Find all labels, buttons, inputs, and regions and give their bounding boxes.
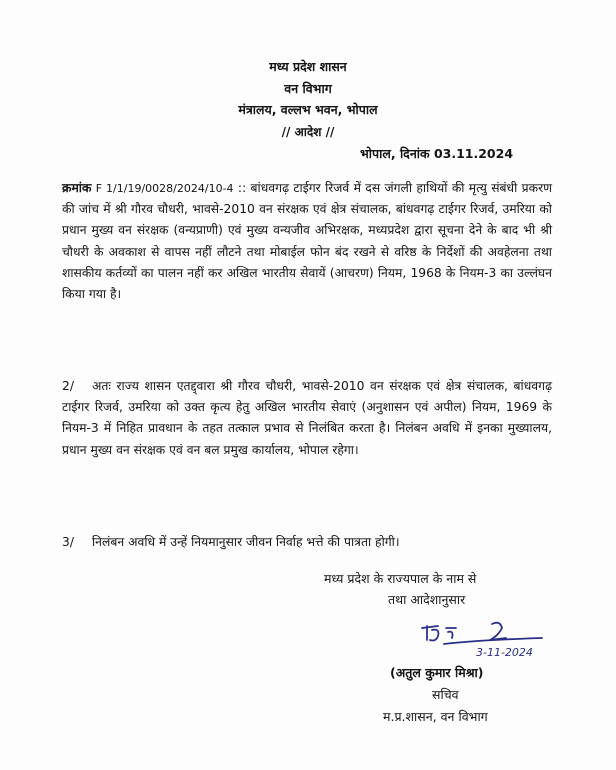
signatory-name: (अतुल कुमार मिश्रा) (390, 665, 484, 680)
paragraph-1 (62, 178, 552, 305)
paragraph-2-text: अतः राज्य शासन एतद्द्वारा श्री गौरव चौधरी, भावसे-2010 वन संरक्षक एवं क्षेत्र संचालक, बांधवगढ़ टाईगर रिजर्व, उमरिया को उक्त कृत्य हेतु अखिल भारतीय सेवाएं (अनुशासन एवं अपील) नियम, 1969 के नियम-3 में निहित प्रावधान के तहत तत्काल प्रभाव से निलंबित करता है। निलंबन अवधि में इनका मुख्यालय, प्रधान मुख्य वन संरक्षक एवं वन बल प्रमुख कार्यालय, भोपाल रहेगा। (62, 379, 552, 457)
order-date: भोपाल, दिनांक 03.11.2024 (360, 146, 514, 161)
header-address: मंत्रालय, वल्लभ भवन, भोपाल (238, 102, 378, 117)
paragraph-3 (62, 532, 552, 553)
signatory-designation: सचिव (432, 687, 459, 702)
paragraph-1-text: :: बांधवगढ़ टाईगर रिजर्व में दस जंगली हाथियों की मृत्यु संबंधी प्रकरण की जांच में श्री गौरव चौधरी, भावसे-2010 वन संरक्षक एवं क्षेत्र संचालक, बांधवगढ़ टाईगर रिजर्व, उमरिया को प्रधान मुख्य वन संरक्षक (वन्यप्राणी) एवं मुख्य वन्यजीव अभिरक्षक, मध्यप्रदेश द्वारा सूचना देने के बाद भी श्री चौधरी के अवकाश से वापस नहीं लौटने तथा मोबाईल फोन बंद रखने से वरिष्ठ के निर्देशों की अवहेलना तथा शासकीय कर्तव्यों का पालन नहीं कर अखिल भारतीय सेवायें (आचरण) नियम, 1968 के नियम-3 का उल्लंघन किया गया है। (62, 181, 552, 302)
closing-line-1: मध्य प्रदेश के राज्यपाल के नाम से (324, 571, 477, 586)
signature-date: 3-11-2024 (476, 646, 533, 659)
header-government: मध्य प्रदेश शासन (269, 59, 347, 74)
paragraph-3-text: निलंबन अवधि में उन्हें नियमानुसार जीवन निर्वाह भत्ते की पात्रता होगी। (92, 535, 400, 549)
order-number-label: क्रमांक (62, 181, 92, 195)
paragraph-3-number: 3/ (62, 535, 74, 549)
closing-line-2: तथा आदेशानुसार (388, 592, 466, 607)
handwritten-signature (418, 618, 548, 668)
signatory-department: म.प्र.शासन, वन विभाग (383, 709, 488, 724)
order-title: // आदेश // (281, 125, 335, 139)
paragraph-2-number: 2/ (62, 379, 74, 393)
paragraph-2 (62, 376, 552, 461)
header-department: वन विभाग (284, 81, 332, 96)
order-reference: F 1/1/19/0028/2024/10-4 (95, 182, 234, 195)
